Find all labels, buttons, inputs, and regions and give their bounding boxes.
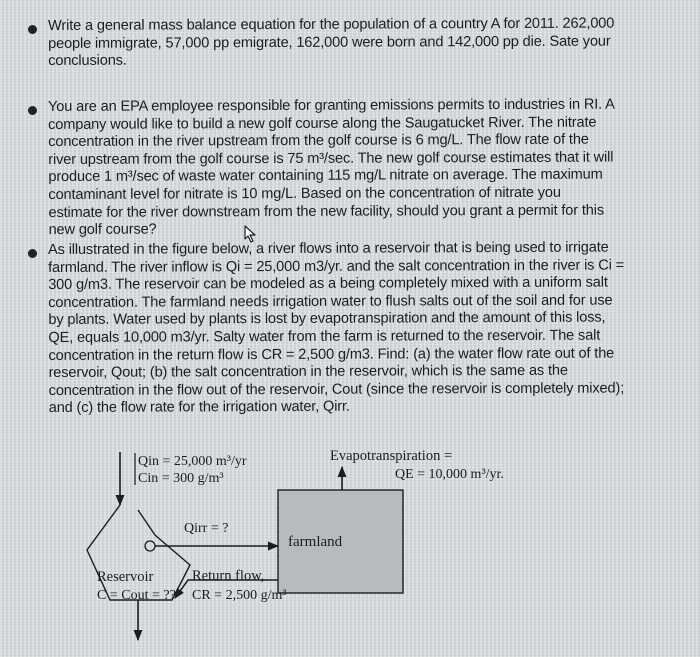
text-line: Write a general mass balance equation for the population of a country A for 2011. 262,000 bbox=[48, 15, 615, 34]
text-line: concentration in the flow out of the reservoir, Cout (since the reservoir is completely mixed); bbox=[48, 380, 625, 399]
bullet-3 bbox=[28, 249, 37, 258]
inflow-arrow bbox=[120, 452, 135, 505]
text-line: reservoir, Qout; (b) the salt concentration in the reservoir, which is the same as the bbox=[48, 362, 568, 382]
inflow-q-label: Qin = 25,000 m³/yr bbox=[138, 454, 247, 469]
reservoir-outline bbox=[87, 505, 190, 600]
bullet-1 bbox=[28, 25, 37, 34]
text-line: concentration. The farmland needs irrigation water to flush salts out of the soil and for use bbox=[48, 292, 613, 311]
text-line: You are an EPA employee responsible for granting emissions permits to industries in RI. A bbox=[48, 96, 615, 115]
reservoir-c-label: C = Cout = ?? bbox=[97, 588, 176, 603]
text-line: estimate for the river downstream from the new facility, should you grant a permit for this bbox=[48, 202, 605, 221]
text-line: company would like to build a new golf course along the Saugatucket River. The nitrate bbox=[48, 114, 597, 133]
return-flow-c-label: CR = 2,500 g/m³ bbox=[192, 588, 287, 603]
text-line: people immigrate, 57,000 pp emigrate, 162,000 were born and 142,000 pp die. Sate your bbox=[48, 33, 611, 52]
question-2-text bbox=[48, 96, 667, 239]
text-line: by plants. Water used by plants is lost by evapotranspiration and the amount of this loss, bbox=[48, 309, 606, 329]
question-1-text bbox=[48, 15, 666, 70]
pump-icon bbox=[145, 541, 155, 551]
farmland-label: farmland bbox=[288, 534, 343, 550]
reservoir-label: Reservoir bbox=[97, 569, 154, 585]
evapotranspiration-q-label: QE = 10,000 m³/yr. bbox=[395, 467, 504, 482]
text-line: conclusions. bbox=[48, 52, 127, 70]
text-line: 300 g/m3. The reservoir can be modeled as a being completely mixed with a uniform salt bbox=[48, 274, 608, 294]
text-line: farmland. The river inflow is Qi = 25,000 m3/yr. and the salt concentration in the river is Ci = bbox=[48, 257, 624, 276]
text-line: QE, equals 10,000 m3/yr. Salty water from the farm is returned to the reservoir. The salt bbox=[48, 327, 601, 346]
text-line: As illustrated in the figure below, a river flows into a reservoir that is being used to irrigate bbox=[48, 239, 609, 258]
text-line: and (c) the flow rate for the irrigation water, Qirr. bbox=[48, 399, 350, 417]
inflow-c-label: Cin = 300 g/m³ bbox=[138, 471, 224, 486]
text-line: concentration in the river upstream from the golf course is 6 mg/L. The flow rate of the bbox=[48, 131, 589, 151]
reservoir-diagram bbox=[0, 440, 700, 657]
question-3-text bbox=[48, 239, 667, 418]
text-line: concentration in the return flow is CR = 2,500 g/m3. Find: (a) the water flow rate out of the bbox=[48, 345, 615, 364]
text-line: produce 1 m³/sec of waste water containing 115 mg/L nitrate on average. The maximum bbox=[48, 166, 603, 186]
text-line: river upstream from the golf course is 75 m³/sec. The new golf course estimates that it will bbox=[48, 149, 614, 168]
text-line: contaminant level for nitrate is 10 mg/L. Based on the concentration of nitrate you bbox=[48, 184, 561, 203]
text-line: new golf course? bbox=[48, 221, 157, 239]
irrigation-q-label: Qirr = ? bbox=[184, 521, 229, 536]
return-flow-label: Return flow, bbox=[192, 568, 265, 584]
bullet-2 bbox=[28, 106, 37, 115]
evapotranspiration-label: Evapotranspiration = bbox=[330, 448, 453, 464]
